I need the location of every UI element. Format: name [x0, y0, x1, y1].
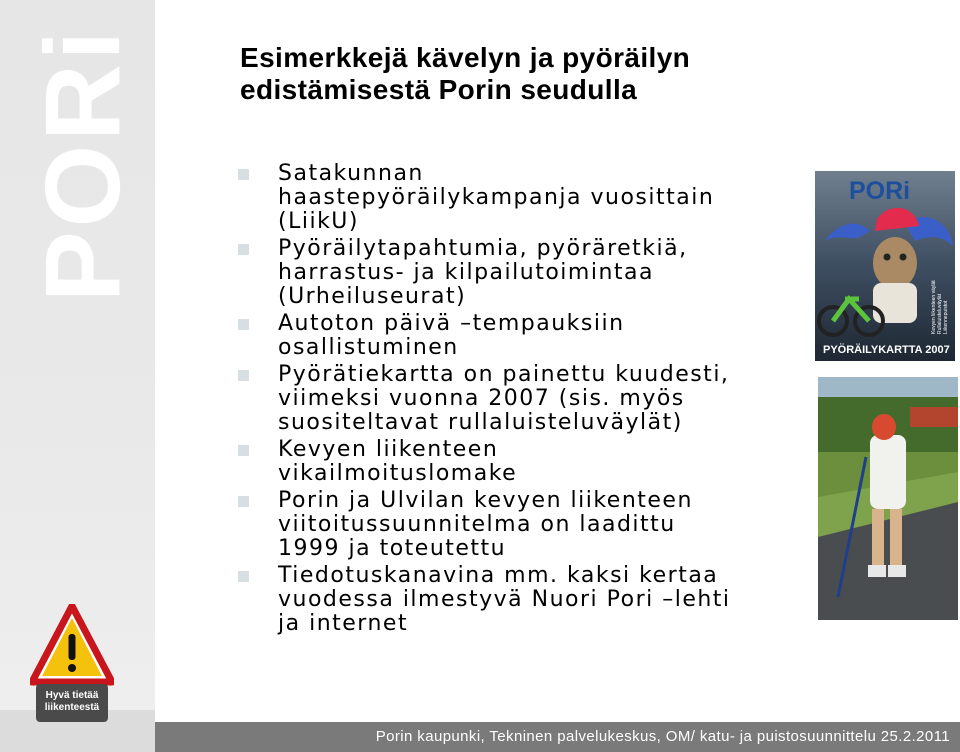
cover-side-text: Rullaluisteluväylät — [937, 293, 943, 334]
bullet-item — [238, 363, 798, 435]
bullet-square-icon — [238, 445, 249, 456]
cover-illustration — [815, 171, 955, 361]
cover-brand-text: PORi — [849, 177, 911, 205]
bullet-text-line: (LiikU) — [278, 209, 359, 234]
bullet-text-line: haastepyöräilykampanja vuosittain — [278, 185, 715, 210]
bullet-item — [238, 312, 798, 360]
cycling-map-cover-image — [815, 171, 955, 361]
slide-title-line: edistämisestä Porin seudulla — [240, 74, 638, 105]
bullet-text-line: viimeksi vuonna 2007 (sis. myös — [278, 386, 685, 411]
bullet-text-line: suositeltavat rullaluisteluväylät) — [278, 410, 683, 435]
slide-title — [240, 42, 880, 106]
bullet-text-line: vikailmoituslomake — [278, 461, 518, 486]
bullet-list — [238, 162, 798, 639]
footer-bar — [0, 722, 960, 752]
bullet-item — [238, 237, 798, 309]
bullet-text-line: ja internet — [278, 611, 409, 636]
bullet-text-line: Pyöräilytapahtumia, pyöräretkiä, — [278, 236, 688, 261]
bullet-item — [238, 564, 798, 636]
bullet-square-icon — [238, 496, 249, 507]
bullet-square-icon — [238, 370, 249, 381]
bullet-text-line: Porin ja Ulvilan kevyen liikenteen — [278, 488, 693, 513]
bullet-text-line: harrastus- ja kilpailutoimintaa — [278, 260, 654, 285]
bullet-text-line: viitoitussuunnitelma on laadittu — [278, 512, 676, 537]
bullet-text-line: osallistuminen — [278, 335, 459, 360]
bullet-text-line: Kevyen liikenteen — [278, 437, 499, 462]
cover-side-text: Liikennepuistot — [943, 300, 949, 334]
cover-side-text: Kevyen liikenteen väylät — [931, 280, 937, 334]
left-band — [0, 0, 155, 752]
warning-label-line: liikenteestä — [44, 702, 100, 713]
bullet-text-line: (Urheiluseurat) — [278, 284, 467, 309]
bullet-text-line: Pyörätiekartta on painettu kuudesti, — [278, 362, 730, 387]
bullet-item — [238, 162, 798, 234]
bullet-square-icon — [238, 319, 249, 330]
photo-illustration — [818, 377, 958, 620]
bullet-item — [238, 489, 798, 561]
footer-text: Porin kaupunki, Tekninen palvelukeskus, OM/ katu- ja puistosuunnittelu 25.2.2011 — [375, 728, 950, 745]
bullet-text-line: 1999 ja toteutettu — [278, 536, 507, 561]
bullet-square-icon — [238, 571, 249, 582]
bullet-text-line: Tiedotuskanavina mm. kaksi kertaa — [278, 563, 719, 588]
child-rollerblading-photo — [818, 377, 958, 620]
bullet-text-line: Autoton päivä –tempauksiin — [278, 311, 625, 336]
bullet-text-line: Satakunnan — [278, 161, 424, 186]
bullet-item — [238, 438, 798, 486]
bullet-square-icon — [238, 169, 249, 180]
bullet-square-icon — [238, 244, 249, 255]
brand-logo-vertical — [24, 14, 143, 314]
slide-title-line: Esimerkkejä kävelyn ja pyöräilyn — [240, 42, 691, 73]
warning-label-line: Hyvä tietää — [45, 690, 99, 701]
footer-left-band — [0, 722, 155, 752]
bullet-text-line: vuodessa ilmestyvä Nuori Pori –lehti — [278, 587, 731, 612]
cover-caption: PYÖRÄILYKARTTA 2007 — [823, 344, 950, 356]
warning-sign-label — [37, 685, 107, 721]
brand-vertical-text: PORi — [24, 26, 143, 302]
